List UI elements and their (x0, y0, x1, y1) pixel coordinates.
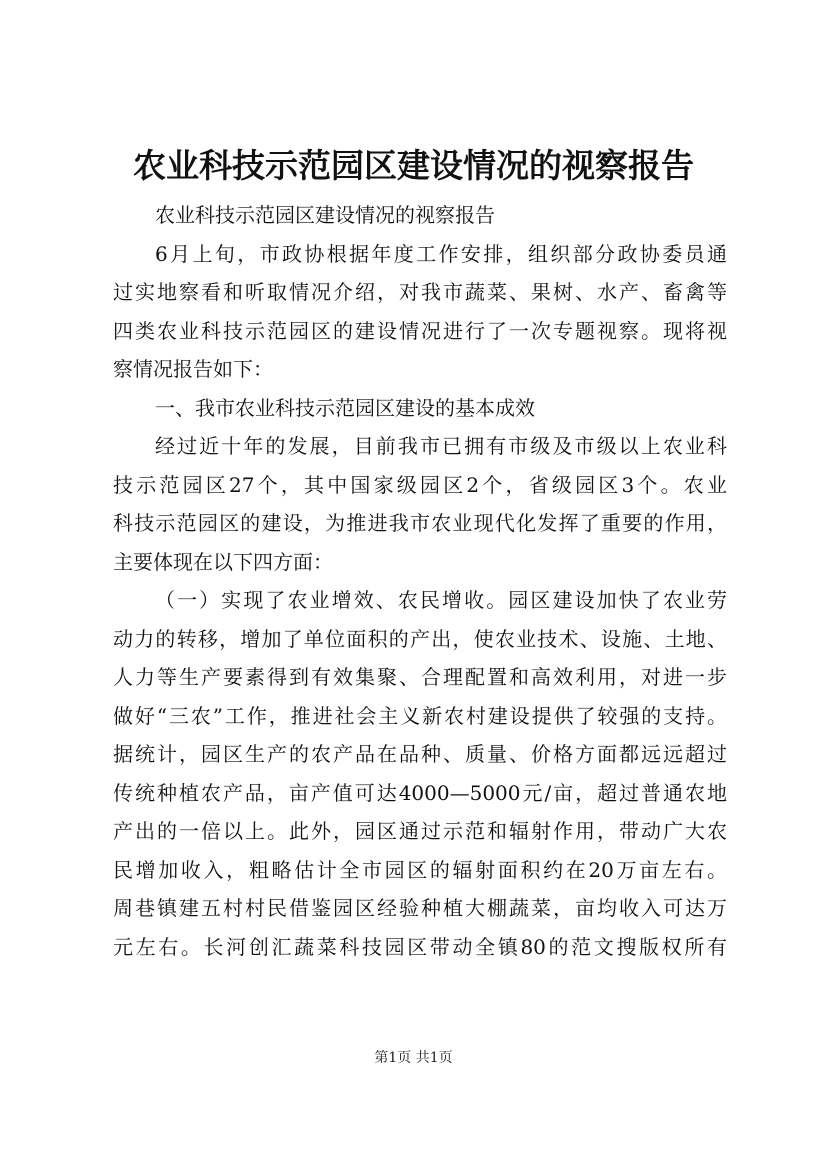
body-line: 据统计，园区生产的农产品在品种、质量、价格方面都远远超过 (113, 742, 727, 766)
body-line: 一、我市农业科技示范园区建设的基本成效 (155, 395, 535, 420)
body-line: 过实地察看和听取情况介绍，对我市蔬菜、果树、水产、畜禽等 (113, 280, 727, 304)
body-line: 动力的转移，增加了单位面积的产出，使农业技术、设施、土地、 (113, 626, 727, 651)
body-line: （一）实现了农业增效、农民增收。园区建设加快了农业劳 (155, 588, 727, 612)
document-body (113, 196, 727, 966)
body-line: 察情况报告如下： (113, 357, 273, 381)
body-line: 人力等生产要素得到有效集聚、合理配置和高效利用，对进一步 (113, 665, 727, 689)
body-line: 做好“三农”工作，推进社会主义新农村建设提供了较强的支持。 (113, 703, 727, 728)
body-line: 6月上旬，市政协根据年度工作安排，组织部分政协委员通 (155, 241, 727, 266)
body-line: 产出的一倍以上。此外，园区通过示范和辐射作用，带动广大农 (113, 819, 727, 843)
body-line: 周巷镇建五村村民借鉴园区经验种植大棚蔬菜，亩均收入可达万 (113, 896, 727, 920)
body-line: 元左右。长河创汇蔬菜科技园区带动全镇80的范文搜版权所有 (113, 934, 727, 959)
body-line: 传统种植农产品，亩产值可达4000—5000元/亩，超过普通农地 (113, 780, 727, 805)
body-line: 民增加收入，粗略估计全市园区的辐射面积约在20万亩左右。 (113, 857, 727, 882)
body-line: 技示范园区27个，其中国家级园区2个，省级园区3个。农业 (113, 472, 727, 497)
body-line: 经过近十年的发展，目前我市已拥有市级及市级以上农业科 (155, 434, 727, 458)
body-line: 四类农业科技示范园区的建设情况进行了一次专题视察。现将视 (113, 318, 727, 343)
document-title: 农业科技示范园区建设情况的视察报告 (133, 146, 694, 185)
body-line: 科技示范园区的建设，为推进我市农业现代化发挥了重要的作用， (113, 511, 727, 535)
body-line: 农业科技示范园区建设情况的视察报告 (155, 203, 495, 227)
body-line: 主要体现在以下四方面： (113, 549, 333, 574)
page-footer: 第1页 共1页 (374, 1050, 453, 1066)
